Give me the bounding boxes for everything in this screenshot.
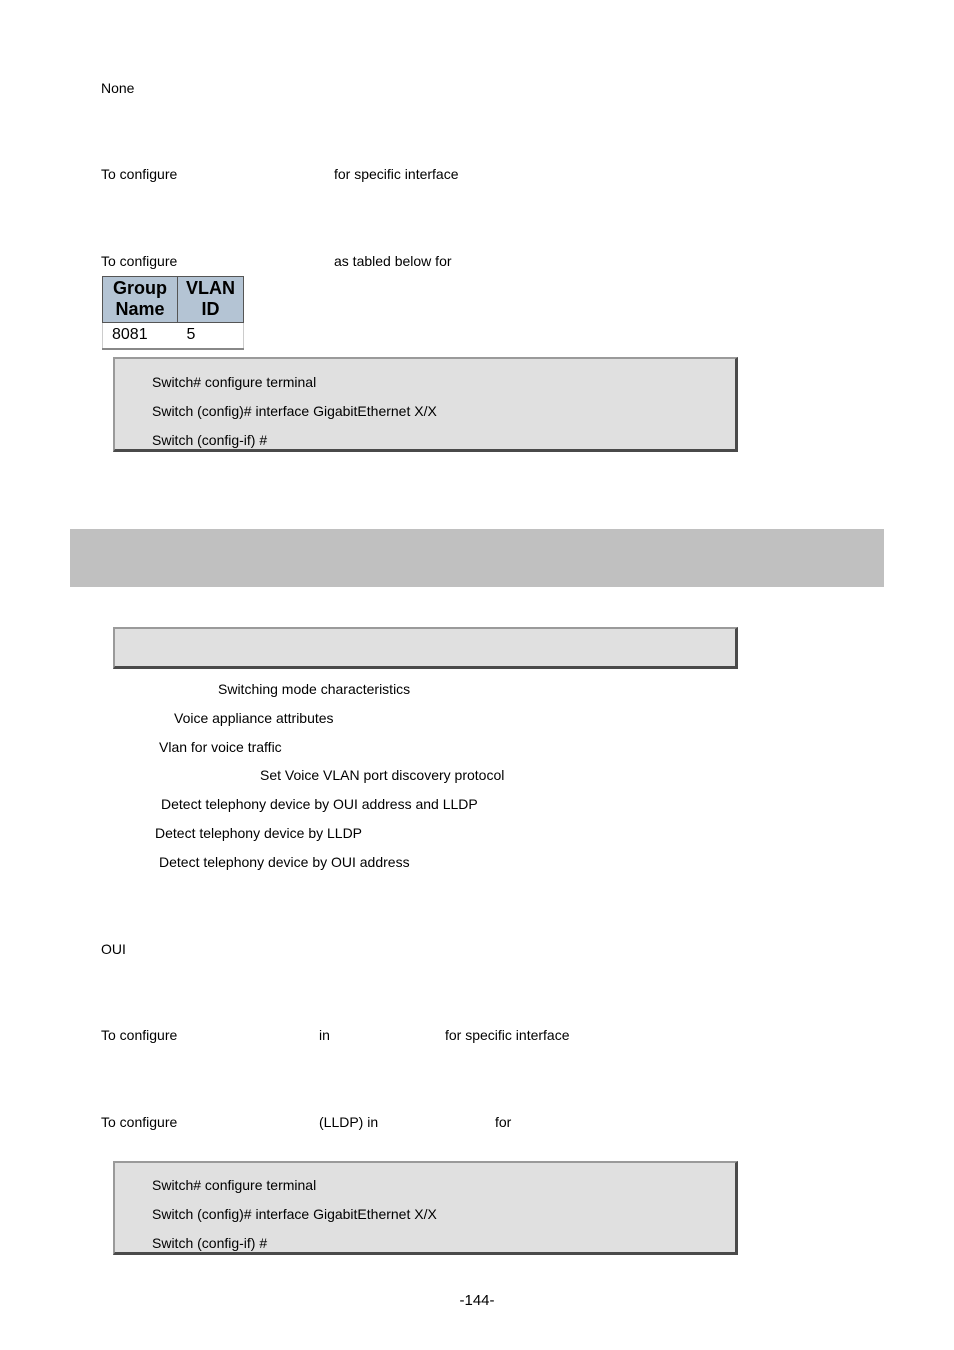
example-intro-prefix: To configure	[101, 253, 178, 269]
mode-intro-suffix: for specific interface	[334, 166, 459, 182]
param-description: Switching mode characteristics	[218, 681, 411, 697]
header-vlan-id: VLAN ID	[178, 277, 244, 323]
mode-intro-suffix: for specific interface	[445, 1027, 570, 1043]
example-intro-suffix: as tabled below for	[334, 253, 452, 269]
command-line: Switch (config-if) #	[152, 432, 268, 448]
syntax-box	[113, 627, 738, 669]
command-line: Switch# configure terminal	[152, 374, 317, 390]
param-description: Detect telephony device by OUI address	[159, 854, 410, 870]
command-line: Switch# configure terminal	[152, 1177, 317, 1193]
command-line: Switch (config)# interface GigabitEthernet X/X	[152, 403, 437, 419]
param-description: Vlan for voice traffic	[159, 739, 282, 755]
default-value-text: None	[101, 80, 135, 96]
param-description: Voice appliance attributes	[174, 710, 334, 726]
header-group-name: Group Name	[103, 277, 178, 323]
mode-intro-prefix: To configure	[101, 166, 178, 182]
table-row	[103, 322, 244, 349]
table-header-row	[103, 277, 244, 323]
mode-intro-prefix: To configure	[101, 1027, 178, 1043]
command-line: Switch (config)# interface GigabitEthernet X/X	[152, 1206, 437, 1222]
example-intro-prefix: To configure	[101, 1114, 178, 1130]
mode-intro-middle: in	[319, 1027, 330, 1043]
example-intro-suffix: for	[495, 1114, 512, 1130]
default-value-text: OUI	[101, 941, 126, 957]
page-number: -144-	[459, 1292, 495, 1309]
param-description: Detect telephony device by LLDP	[155, 825, 363, 841]
example-intro-middle: (LLDP) in	[319, 1114, 379, 1130]
command-example-box-2	[113, 1161, 738, 1255]
cell-vlan-id: 5	[178, 322, 244, 349]
command-example-box-1	[113, 357, 738, 452]
group-vlan-table	[102, 276, 244, 350]
cell-group-name: 8081	[103, 322, 178, 349]
param-description: Set Voice VLAN port discovery protocol	[260, 767, 505, 783]
param-description: Detect telephony device by OUI address and LLDP	[161, 796, 478, 812]
section-heading-banner	[70, 529, 884, 587]
command-line: Switch (config-if) #	[152, 1235, 268, 1251]
